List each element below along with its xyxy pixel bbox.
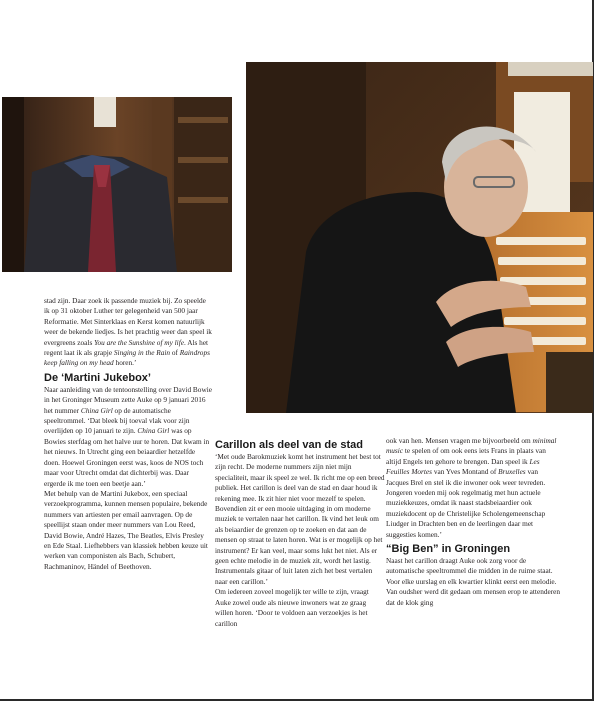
requests-text-run: ook van hen. Mensen vragen me bijvoorbeeld om — [386, 436, 533, 445]
intro-text-run: stad zijn. Daar zoek ik passende muziek bij. Zo speelde ik op 31 oktober Luther ter gelegenheid van 500 jaar Reformatie. Met Sinterklaas en Kerst komen natuurlijk weer de bekende liedjes. Is het prachtig weer dan speel ik evergreens zoals — [44, 296, 212, 347]
requests-text-run: van Yves Montand of — [432, 467, 499, 477]
paragraph-jukebox-program: Met behulp van de Martini Jukebox, een speciaal verzoekprogramma, kunnen mensen populaire, bekende nummers van artiesten per email aanvragen. Op de speellijst staan onder meer nummers van Lou Reed, David Bowie, André Hazes, The Beatles, Elvis Presley en Ede Staal. Liefhebbers van klassiek hebben keuze uit werken van componisten als Bach, Schubert, Rachmaninov, Händel of Beethoven. — [44, 488, 208, 571]
requests-text-run: Bruxelles — [498, 467, 526, 477]
paragraph-bowie — [44, 385, 212, 489]
intro-text-run: of — [170, 348, 180, 358]
bowie-text-run: was op Bowies sterfdag om het halve uur te horen. Dat kwam in het nieuws. In Utrecht ging een beiaardier hetzelfde doen. Hoewel Groningen eerst was, koos de NOS toch maar voor Utrecht omdat dat dichterbij was. Daar ergerde ik me toen een beetje aan.’ — [44, 426, 210, 488]
carillon-photo-illustration — [246, 62, 593, 413]
heading-martini-jukebox: De ‘Martini Jukebox’ — [44, 371, 151, 384]
paragraph-barokmuziek: ‘Met oude Barokmuziek komt het instrument het best tot zijn recht. De moderne nummers zijn niet mijn specialiteit, maar ik speel ze wel. Ik richt me op een breed publiek. Het carillon is deel van de stad en daar houd ik rekening mee. Ik zit hier niet voor mezelf te spelen. Bovendien zit er een mooie uitdaging in om moderne muziek te vertalen naar het carillon. Ik vind het leuk om als beiaardier de grenzen op te zoeken en dat aan de mensen op straat te laten horen. Wat is er mogelijk op het instrument? Er kan veel, maar soms lukt het niet. Als er geen echte melodie in de muziek zit, wordt het lastig. Instrumentals gitaar of luit laten zich het best vertalen naar een carillon.’ — [215, 452, 385, 586]
bowie-text-run: op de automatische speeltrommel. ‘Dat bleek bij toeval vlak voor zijn overlijden op 10 januari te zijn. — [44, 405, 190, 436]
tie-photo-illustration — [2, 97, 232, 272]
paragraph-verzoekjes: Om iedereen zoveel mogelijk ter wille te zijn, vraagt Auke zowel oude als nieuwe inwoners wat ze graag willen horen. ‘Door te voldoen aan verzoekjes is het carillon — [215, 587, 369, 628]
intro-text-run: You are the Sunshine of my life — [94, 337, 184, 347]
bowie-text-run: Naar aanleiding van de tentoonstelling over David Bowie in het Groninger Museum zette Auke op 9 januari 2016 het nummer — [44, 384, 212, 415]
requests-text-run: van Jacques Brel en stel ik die inwoner ook weer tevreden. Jongeren voeden mij ook regelmatig met hun actuele muziekkeuzes, omdat ik naast stadsbeiaardier ook muziekdocent op de Christelijke Scholengemeenschap Liudger in Drachten ben en de leerlingen daar met suggesties komen.’ — [386, 467, 546, 539]
requests-text-run: te spelen of om ook eens iets Frans in plaats van altijd Engels ten gehore te brengen. Dan speel ik — [386, 446, 546, 466]
paragraph-speeltrommel: Naast het carillon draagt Auke ook zorg voor de automatische speeltrommel die midden in de ruime staat. Voor elke uurslag en elk kwartier klinkt eerst een melodie. Van oudsher werd dit gedaan om mensen erop te attenderen dat de klok ging — [386, 556, 561, 607]
requests-text-run: minimal music — [386, 436, 557, 456]
photo-carillon-player — [246, 62, 593, 413]
article-column-2 — [215, 436, 385, 629]
intro-text-run: horen.’ — [113, 358, 137, 368]
heading-big-ben: “Big Ben” in Groningen — [386, 543, 511, 556]
bowie-text-run: China Girl — [80, 405, 113, 415]
paragraph-requests — [386, 436, 561, 540]
article-column-3 — [386, 436, 561, 608]
paragraph-intro — [44, 296, 212, 369]
requests-text-run: Les Feuilles Mortes — [386, 456, 540, 477]
heading-carillon-deel-van-stad: Carillon als deel van de stad — [215, 439, 363, 451]
intro-text-run: . Als het regent laat ik als grapje — [44, 337, 209, 358]
bowie-text-run: China Girl — [137, 426, 170, 436]
photo-tie-on-hook — [2, 97, 232, 272]
article-column-1 — [44, 296, 212, 572]
intro-text-run: Singing in the Rain — [113, 348, 171, 358]
intro-text-run: Raindrops keep falling on my head — [44, 348, 210, 368]
